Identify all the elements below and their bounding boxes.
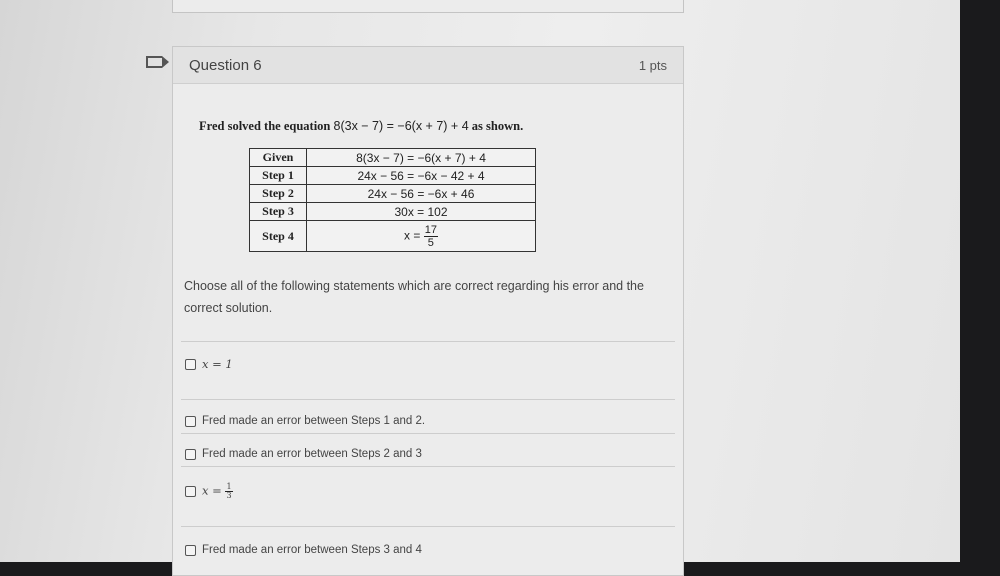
table-row <box>250 149 536 167</box>
fraction-denominator: 5 <box>427 236 434 249</box>
divider <box>181 433 675 434</box>
step-work-prefix: x = <box>404 228 421 243</box>
checkbox[interactable] <box>185 416 196 427</box>
checkbox[interactable] <box>185 449 196 460</box>
step-work: 24x − 56 = −6x + 46 <box>307 185 536 203</box>
divider <box>181 466 675 467</box>
table-row <box>250 185 536 203</box>
option-prefix: x = <box>202 483 222 498</box>
step-work: 8(3x − 7) = −6(x + 7) + 4 <box>307 149 536 167</box>
flag-question-icon[interactable] <box>146 56 162 68</box>
divider <box>181 526 675 527</box>
answer-option-error-steps-3-4[interactable] <box>185 544 422 556</box>
step-label: Step 3 <box>250 203 307 221</box>
answer-option-error-steps-2-3[interactable] <box>185 448 422 460</box>
previous-question-card <box>172 0 684 13</box>
divider <box>181 341 675 342</box>
step-label: Step 1 <box>250 167 307 185</box>
fraction-numerator: 1 <box>226 482 232 491</box>
question-points: 1 pts <box>638 58 667 73</box>
step-work <box>307 221 536 252</box>
answer-option-error-steps-1-2[interactable] <box>185 415 425 427</box>
table-row <box>250 203 536 221</box>
problem-statement <box>199 119 523 134</box>
step-label: Step 4 <box>250 221 307 252</box>
step-work: 30x = 102 <box>307 203 536 221</box>
problem-intro: Fred solved the equation <box>199 119 331 133</box>
fraction <box>225 483 232 500</box>
question-header <box>173 47 683 84</box>
checkbox[interactable] <box>185 359 196 370</box>
problem-suffix: as shown. <box>471 119 524 133</box>
divider <box>181 399 675 400</box>
checkbox[interactable] <box>185 545 196 556</box>
step-label: Given <box>250 149 307 167</box>
problem-equation: 8(3x − 7) = −6(x + 7) + 4 <box>333 119 469 133</box>
table-row <box>250 167 536 185</box>
option-text: Fred made an error between Steps 3 and 4 <box>202 544 422 556</box>
fraction-denominator: 3 <box>226 491 232 500</box>
fraction <box>424 224 438 249</box>
question-title: Question 6 <box>189 57 262 74</box>
question-card <box>172 46 684 576</box>
step-work: 24x − 56 = −6x − 42 + 4 <box>307 167 536 185</box>
option-text: Fred made an error between Steps 1 and 2. <box>202 415 426 427</box>
option-math <box>202 483 233 500</box>
step-label: Step 2 <box>250 185 307 203</box>
question-prompt: Choose all of the following statements which are correct regarding his error and the correct solution. <box>184 279 644 315</box>
answer-option-x-equals-1[interactable] <box>185 357 233 371</box>
fraction-numerator: 17 <box>424 223 437 236</box>
answer-option-x-equals-one-third[interactable] <box>185 483 233 500</box>
option-text: Fred made an error between Steps 2 and 3 <box>202 448 422 460</box>
option-text: x = 1 <box>202 357 233 371</box>
table-row <box>250 221 536 252</box>
checkbox[interactable] <box>185 486 196 497</box>
solution-steps-table <box>249 148 536 252</box>
